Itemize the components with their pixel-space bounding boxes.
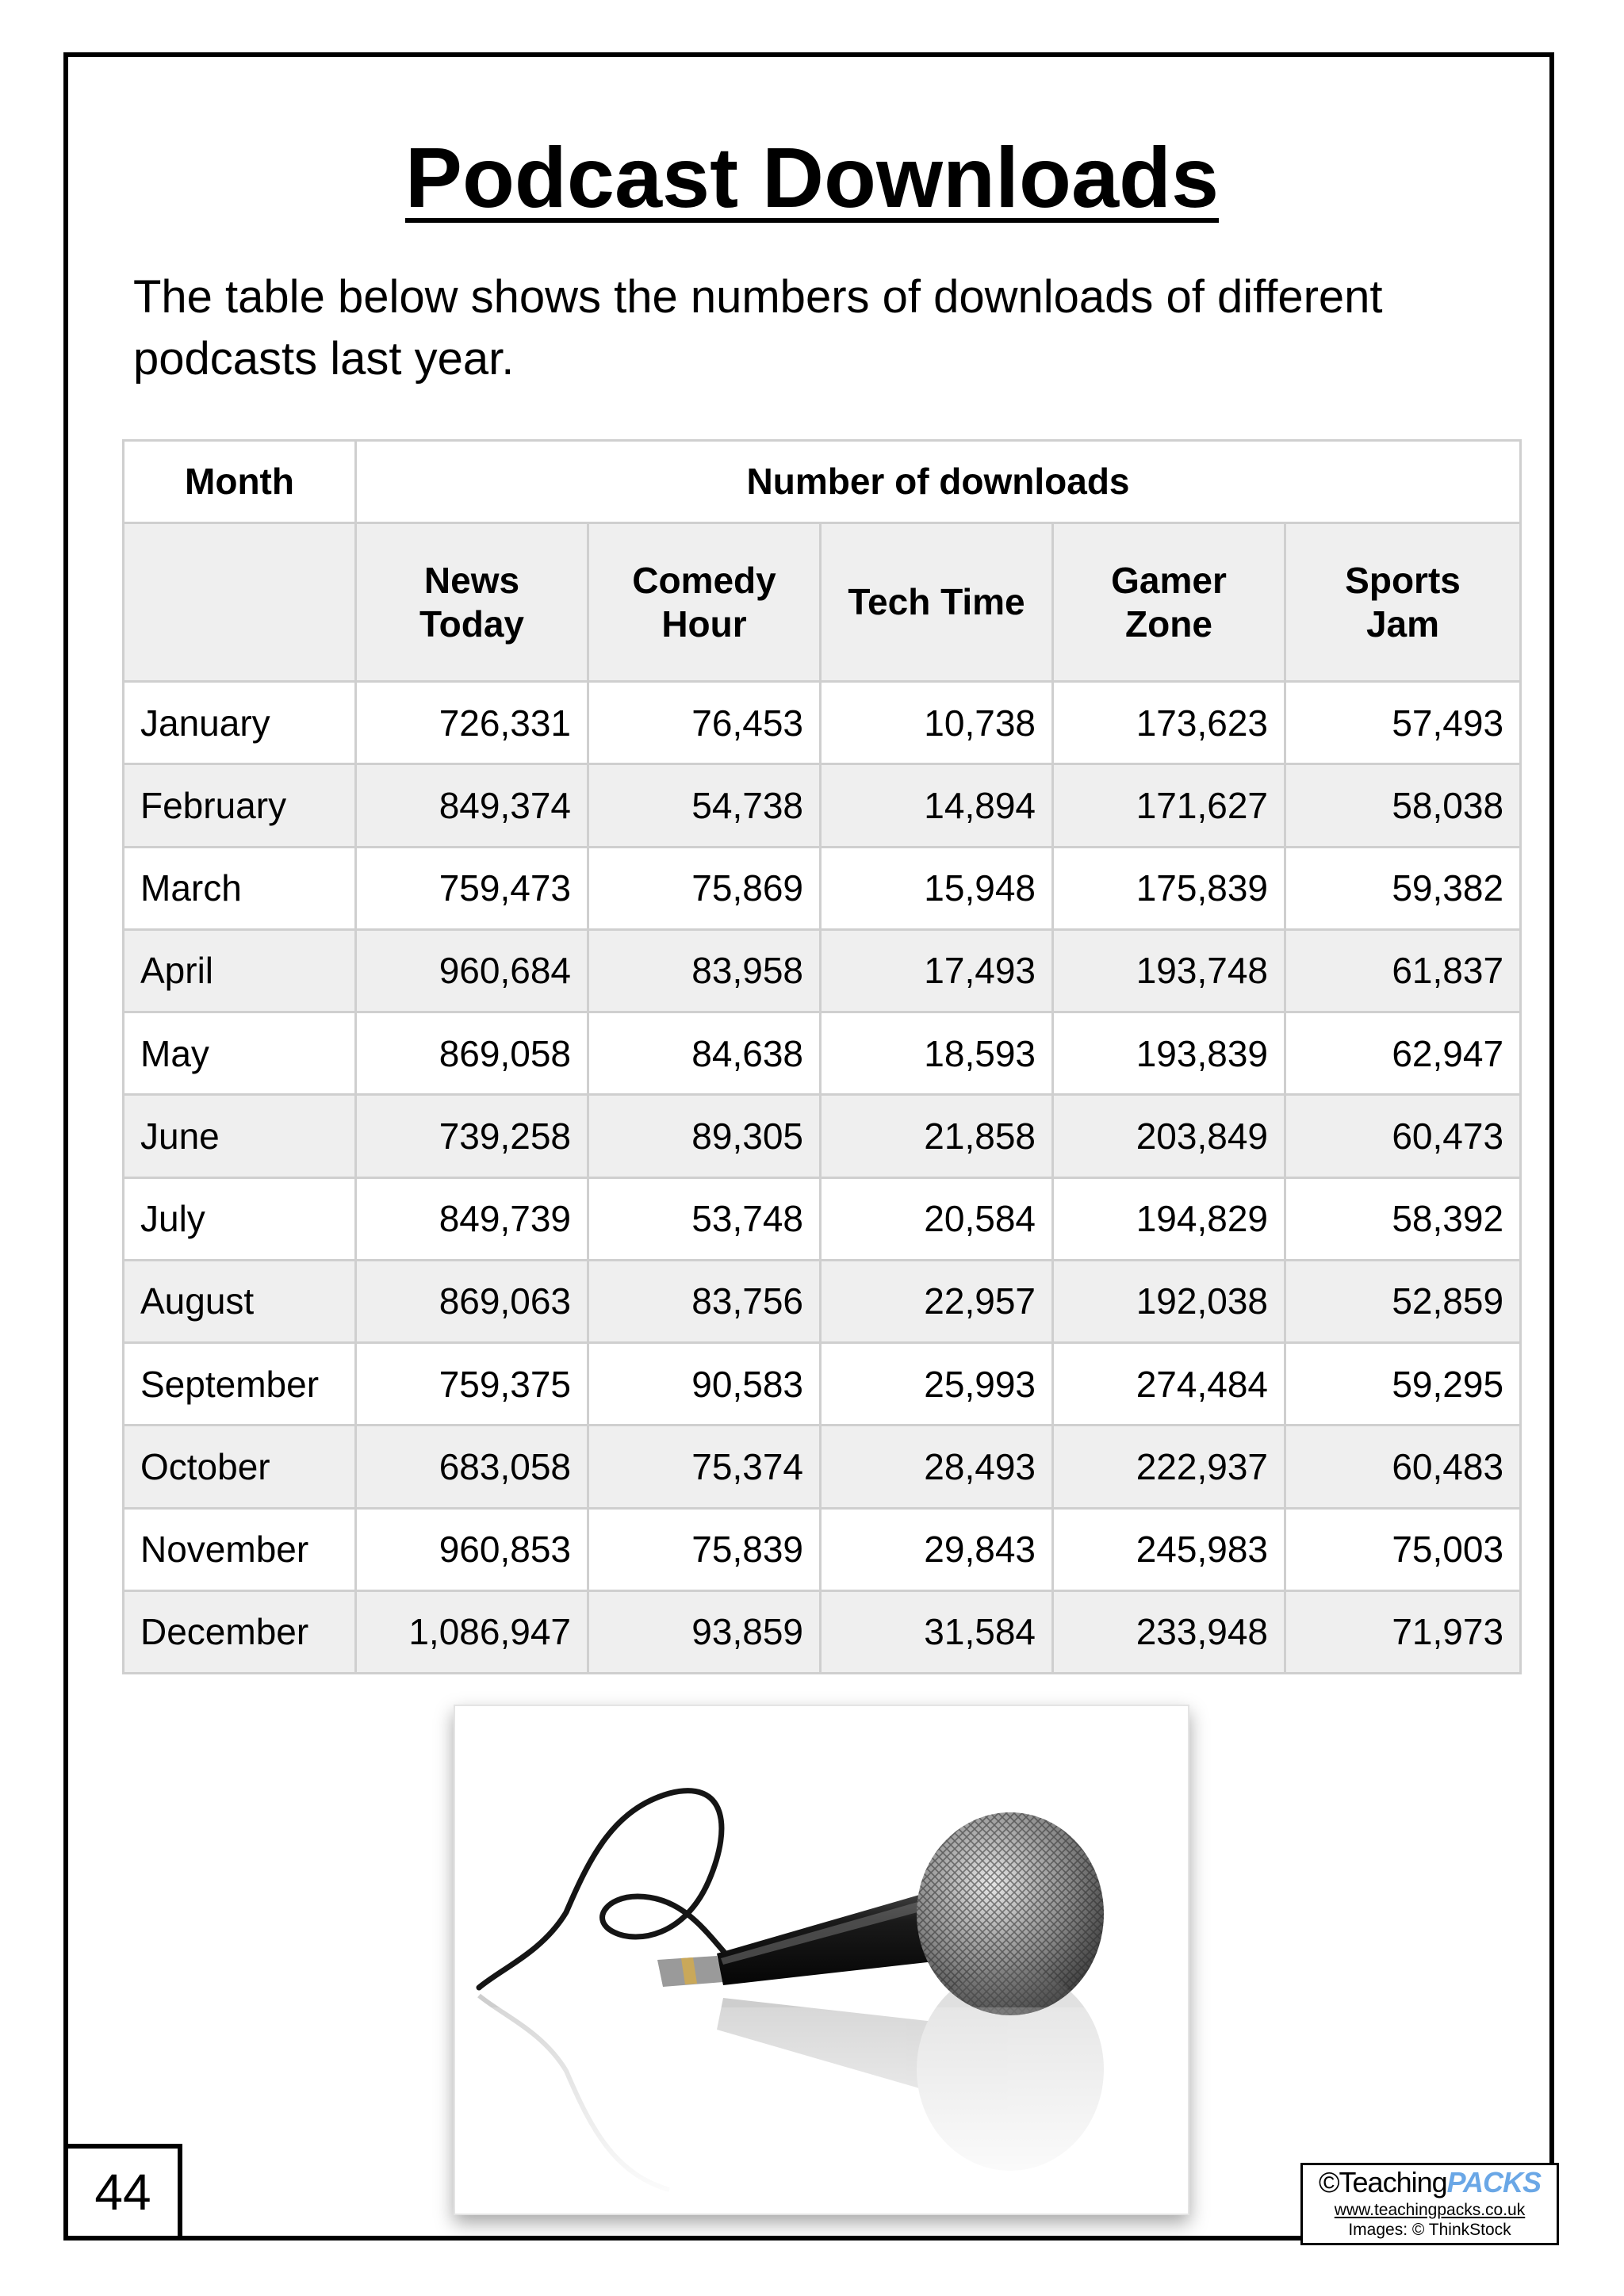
value-cell: 76,453	[588, 682, 821, 764]
value-cell: 29,843	[821, 1508, 1053, 1590]
value-cell: 28,493	[821, 1425, 1053, 1508]
value-cell: 203,849	[1053, 1095, 1285, 1177]
month-cell: February	[124, 764, 356, 847]
value-cell: 726,331	[356, 682, 588, 764]
value-cell: 84,638	[588, 1012, 821, 1095]
value-cell: 60,483	[1285, 1425, 1521, 1508]
value-cell: 90,583	[588, 1343, 821, 1425]
logo-brand: ©TeachingPACKS	[1319, 2166, 1541, 2198]
month-header: Month	[124, 441, 356, 523]
value-cell: 245,983	[1053, 1508, 1285, 1590]
column-header: Comedy Hour	[588, 523, 821, 682]
table-row	[124, 1425, 1521, 1508]
month-cell: May	[124, 1012, 356, 1095]
value-cell: 759,375	[356, 1343, 588, 1425]
table-row	[124, 847, 1521, 929]
value-cell: 17,493	[821, 929, 1053, 1012]
table-row	[124, 1095, 1521, 1177]
table-body	[124, 682, 1521, 1674]
value-cell: 739,258	[356, 1095, 588, 1177]
value-cell: 194,829	[1053, 1177, 1285, 1260]
value-cell: 75,839	[588, 1508, 821, 1590]
value-cell: 171,627	[1053, 764, 1285, 847]
month-cell: December	[124, 1590, 356, 1673]
table-row	[124, 1260, 1521, 1342]
column-header: Sports Jam	[1285, 523, 1521, 682]
value-cell: 60,473	[1285, 1095, 1521, 1177]
month-cell: April	[124, 929, 356, 1012]
value-cell: 57,493	[1285, 682, 1521, 764]
publisher-logo	[1300, 2163, 1559, 2245]
value-cell: 173,623	[1053, 682, 1285, 764]
value-cell: 869,063	[356, 1260, 588, 1342]
value-cell: 22,957	[821, 1260, 1053, 1342]
value-cell: 222,937	[1053, 1425, 1285, 1508]
value-cell: 75,003	[1285, 1508, 1521, 1590]
value-cell: 59,295	[1285, 1343, 1521, 1425]
value-cell: 75,374	[588, 1425, 821, 1508]
value-cell: 52,859	[1285, 1260, 1521, 1342]
empty-header-cell	[124, 523, 356, 682]
column-header-row	[124, 523, 1521, 682]
table-header-row	[124, 441, 1521, 523]
month-cell: September	[124, 1343, 356, 1425]
value-cell: 960,853	[356, 1508, 588, 1590]
table-row	[124, 1590, 1521, 1673]
value-cell: 54,738	[588, 764, 821, 847]
value-cell: 71,973	[1285, 1590, 1521, 1673]
table-row	[124, 764, 1521, 847]
value-cell: 192,038	[1053, 1260, 1285, 1342]
downloads-table	[122, 439, 1522, 1674]
table-row	[124, 1343, 1521, 1425]
value-cell: 683,058	[356, 1425, 588, 1508]
value-cell: 869,058	[356, 1012, 588, 1095]
value-cell: 175,839	[1053, 847, 1285, 929]
month-cell: January	[124, 682, 356, 764]
value-cell: 10,738	[821, 682, 1053, 764]
value-cell: 274,484	[1053, 1343, 1285, 1425]
table-row	[124, 1177, 1521, 1260]
microphone-icon	[455, 1706, 1185, 2210]
month-cell: July	[124, 1177, 356, 1260]
column-header: Tech Time	[821, 523, 1053, 682]
value-cell: 25,993	[821, 1343, 1053, 1425]
page-number: 44	[63, 2144, 182, 2241]
value-cell: 14,894	[821, 764, 1053, 847]
table-row	[124, 1012, 1521, 1095]
column-header: Gamer Zone	[1053, 523, 1285, 682]
value-cell: 960,684	[356, 929, 588, 1012]
value-cell: 193,839	[1053, 1012, 1285, 1095]
logo-website-link[interactable]: www.teachingpacks.co.uk	[1334, 2201, 1526, 2219]
value-cell: 58,038	[1285, 764, 1521, 847]
value-cell: 53,748	[588, 1177, 821, 1260]
value-cell: 15,948	[821, 847, 1053, 929]
value-cell: 59,382	[1285, 847, 1521, 929]
value-cell: 61,837	[1285, 929, 1521, 1012]
value-cell: 58,392	[1285, 1177, 1521, 1260]
image-credit: Images: © ThinkStock	[1348, 2221, 1511, 2239]
page-title: Podcast Downloads	[404, 129, 1220, 225]
value-cell: 233,948	[1053, 1590, 1285, 1673]
month-cell: March	[124, 847, 356, 929]
value-cell: 21,858	[821, 1095, 1053, 1177]
value-cell: 83,958	[588, 929, 821, 1012]
table-row	[124, 929, 1521, 1012]
month-cell: October	[124, 1425, 356, 1508]
value-cell: 89,305	[588, 1095, 821, 1177]
table-row	[124, 1508, 1521, 1590]
month-cell: August	[124, 1260, 356, 1342]
value-cell: 93,859	[588, 1590, 821, 1673]
value-cell: 18,593	[821, 1012, 1053, 1095]
microphone-photo	[454, 1705, 1189, 2215]
value-cell: 75,869	[588, 847, 821, 929]
downloads-group-header: Number of downloads	[356, 441, 1521, 523]
value-cell: 759,473	[356, 847, 588, 929]
table-row	[124, 682, 1521, 764]
value-cell: 31,584	[821, 1590, 1053, 1673]
value-cell: 1,086,947	[356, 1590, 588, 1673]
value-cell: 62,947	[1285, 1012, 1521, 1095]
month-cell: November	[124, 1508, 356, 1590]
value-cell: 849,739	[356, 1177, 588, 1260]
value-cell: 20,584	[821, 1177, 1053, 1260]
value-cell: 849,374	[356, 764, 588, 847]
column-header: News Today	[356, 523, 588, 682]
value-cell: 193,748	[1053, 929, 1285, 1012]
value-cell: 83,756	[588, 1260, 821, 1342]
intro-text: The table below shows the numbers of downloads of different podcasts last year.	[133, 271, 1383, 385]
month-cell: June	[124, 1095, 356, 1177]
